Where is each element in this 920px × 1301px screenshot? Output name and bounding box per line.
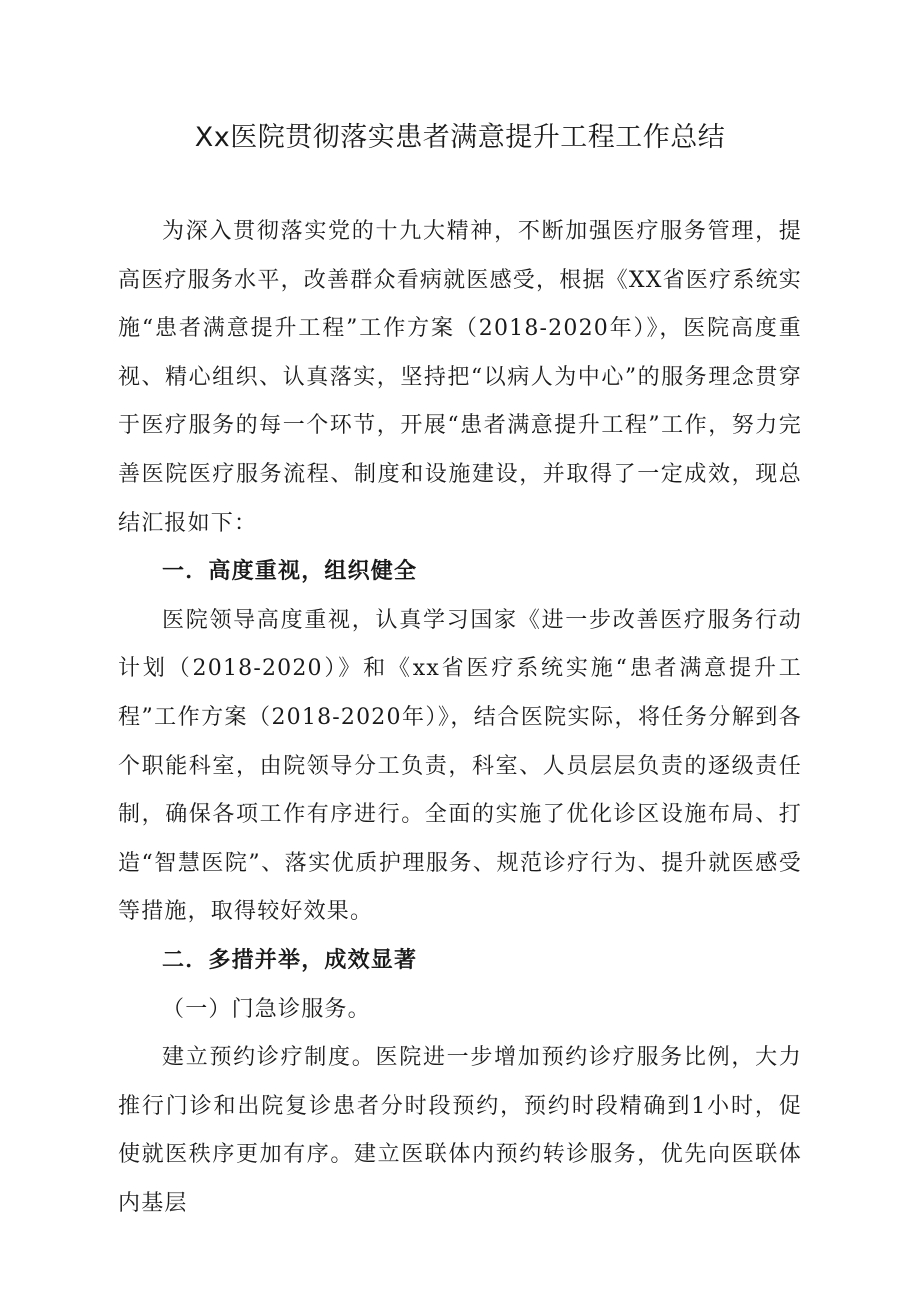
section-2-heading: 二．多措并举，成效显著 <box>162 947 418 973</box>
section-1-paragraph: 医院领导高度重视，认真学习国家《进一步改善医疗服务行动计划（2018-2020）》和《xx省医疗系统实施“患者满意提升工程”工作方案（2018-2020年）》，结合医院实际，将任务分解到各个职能科室，由院领导分工负责，科室、人员层层负责的逐级责任制，确保各项工作有序进行。全面的实施了优化诊区设施布局、打造“智慧医院”、落实优质护理服务、规范诊疗行为、提升就医感受等措施，取得较好效果。 <box>118 607 802 925</box>
intro-paragraph: 为深入贯彻落实党的十九大精神，不断加强医疗服务管理，提高医疗服务水平，改善群众看病就医感受，根据《XX省医疗系统实施“患者满意提升工程”工作方案（2018-2020年）》，医院高度重视、精心组织、认真落实，坚持把“以病人为中心”的服务理念贯穿于医疗服务的每一个环节，开展“患者满意提升工程”工作，努力完善医院医疗服务流程、制度和设施建设，并取得了一定成效，现总结汇报如下： <box>118 219 802 536</box>
section-1-heading: 一．高度重视，组织健全 <box>162 559 418 585</box>
section-2-paragraph: 建立预约诊疗制度。医院进一步增加预约诊疗服务比例，大力推行门诊和出院复诊患者分时段预约，预约时段精确到1小时，促使就医秩序更加有序。建立医联体内预约转诊服务，优先向医联体内基层 <box>118 1045 802 1216</box>
document-title: Xx医院贯彻落实患者满意提升工程工作总结 <box>194 122 726 153</box>
section-2-subheading: （一）门急诊服务。 <box>162 996 371 1022</box>
document-body <box>118 208 802 1228</box>
